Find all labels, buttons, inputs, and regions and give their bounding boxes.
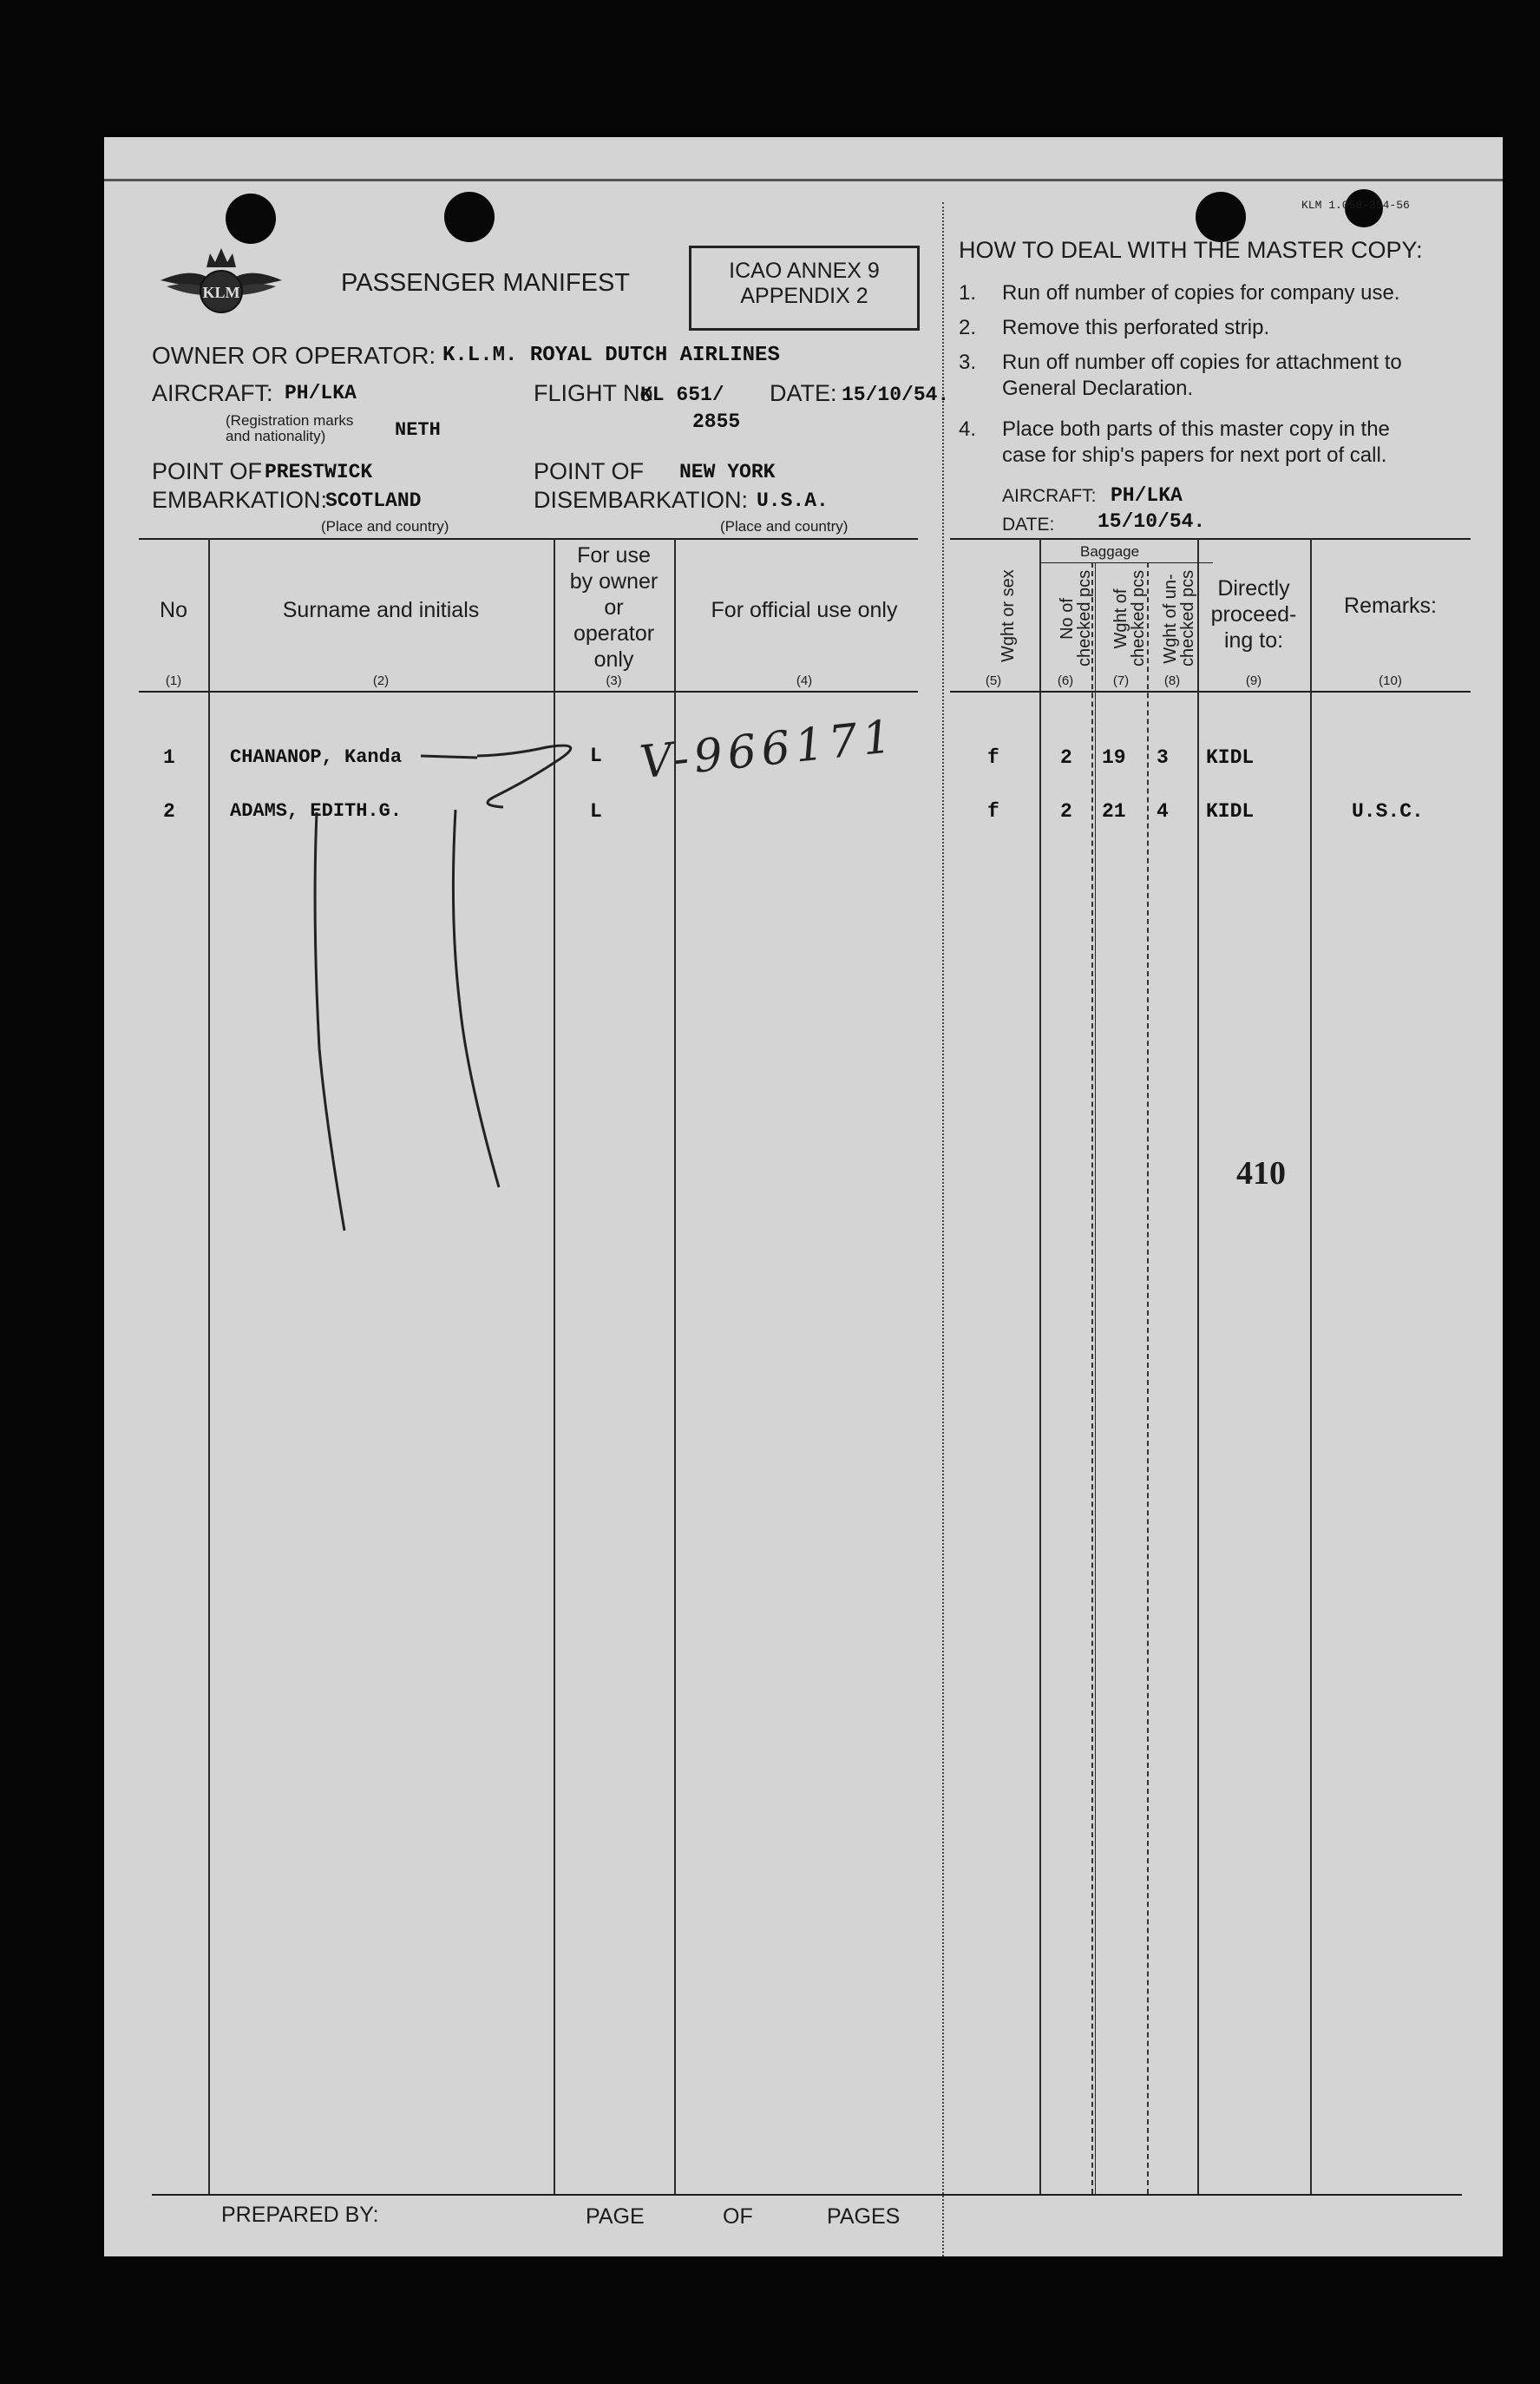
footer-pages: PAGES — [827, 2204, 901, 2229]
instruction-1-num: 1. — [959, 281, 977, 305]
instruction-2-num: 2. — [959, 316, 977, 339]
col-number-4: (4) — [796, 673, 813, 688]
col-header-proceeding-2: proceed- — [1210, 602, 1297, 627]
disembark-value-2: U.S.A. — [757, 489, 829, 512]
copy-date-label: DATE: — [1002, 515, 1055, 535]
col-header-no: No — [160, 598, 187, 622]
instruction-2-text: Remove this perforated strip. — [1002, 316, 1270, 339]
col-header-weight-unchecked-2: checked pcs — [1178, 569, 1197, 667]
col-number-5: (5) — [985, 673, 1002, 688]
embark-label-1: POINT OF — [152, 458, 263, 484]
row-2-unchecked: 4 — [1157, 800, 1169, 823]
instruction-1-text: Run off number of copies for company use. — [1002, 281, 1400, 305]
col-header-surname: Surname and initials — [282, 598, 480, 622]
col-header-owner-use-4: operator — [573, 621, 655, 646]
col-header-owner-use-2: by owner — [569, 569, 659, 594]
row-2-owner-use: L — [590, 800, 602, 823]
col-header-owner-use-3: or — [604, 595, 624, 620]
row-1-no: 1 — [163, 746, 175, 769]
col-header-checked-pcs-2: checked pcs — [1075, 569, 1094, 667]
copy-date-value: 15/10/54. — [1098, 510, 1206, 533]
flight-no-value: KL 651/ — [640, 384, 724, 406]
instructions-title: HOW TO DEAL WITH THE MASTER COPY: — [959, 237, 1423, 263]
col-header-weight-checked-1: Wght of — [1111, 588, 1130, 649]
footer-page: PAGE — [586, 2204, 645, 2229]
row-1-owner-use: L — [590, 745, 602, 767]
handwritten-check-marks — [104, 137, 1503, 1439]
col-header-proceeding-1: Directly — [1217, 576, 1290, 601]
row-2-no: 2 — [163, 800, 175, 823]
col-header-checked-pcs-1: No of — [1058, 598, 1077, 640]
stamp-number: 410 — [1236, 1155, 1286, 1192]
icao-appendix: APPENDIX 2 — [740, 284, 868, 308]
instruction-4-text-1: Place both parts of this master copy in the — [1002, 417, 1390, 441]
registration-note-1: (Registration marks — [226, 412, 354, 429]
row-1-sex: f — [987, 746, 999, 769]
row-2-name: ADAMS, EDITH.G. — [230, 800, 403, 822]
row-1-pcs: 2 — [1060, 746, 1072, 769]
col-number-9: (9) — [1245, 673, 1262, 688]
col-header-baggage: Baggage — [1080, 543, 1140, 560]
embark-place-note: (Place and country) — [321, 518, 449, 535]
nationality-value: NETH — [395, 419, 441, 441]
col-header-weight-unchecked-1: Wght of un- — [1161, 574, 1180, 664]
col-header-weight-sex: Wght or sex — [999, 569, 1018, 662]
row-1-wght: 19 — [1102, 746, 1126, 769]
col-number-2: (2) — [372, 673, 390, 688]
date-value: 15/10/54. — [842, 384, 950, 406]
embark-value-2: SCOTLAND — [325, 489, 422, 512]
col-number-8: (8) — [1163, 673, 1181, 688]
copy-aircraft-label: AIRCRAFT: — [1002, 486, 1097, 506]
date-label: DATE: — [770, 380, 837, 406]
owner-value: K.L.M. ROYAL DUTCH AIRLINES — [442, 344, 780, 367]
disembark-label-1: POINT OF — [534, 458, 645, 484]
aircraft-label: AIRCRAFT: — [152, 380, 273, 406]
row-2-sex: f — [987, 800, 999, 823]
embark-value-1: PRESTWICK — [265, 461, 373, 483]
row-1-unchecked: 3 — [1157, 746, 1169, 769]
flight-no-sub: 2855 — [692, 410, 741, 433]
col-number-1: (1) — [165, 673, 182, 688]
col-header-proceeding-3: ing to: — [1223, 628, 1284, 653]
manifest-page — [104, 137, 1503, 2256]
row-2-wght: 21 — [1102, 800, 1126, 823]
form-code: KLM 1.050-354-56 — [1301, 199, 1410, 212]
svg-text:KLM: KLM — [202, 284, 240, 301]
aircraft-value: PH/LKA — [285, 382, 357, 404]
col-number-3: (3) — [606, 673, 622, 688]
col-number-10: (10) — [1379, 673, 1402, 688]
copy-aircraft-value: PH/LKA — [1111, 484, 1183, 507]
col-header-owner-use-1: For use — [577, 543, 651, 568]
footer-of: OF — [723, 2204, 753, 2229]
disembark-value-1: NEW YORK — [679, 461, 776, 483]
instruction-4-num: 4. — [959, 417, 977, 441]
instruction-3-text-1: Run off number off copies for attachment to — [1002, 351, 1402, 374]
row-2-remarks: U.S.C. — [1352, 800, 1424, 823]
disembark-place-note: (Place and country) — [720, 518, 849, 535]
embark-label-2: EMBARKATION: — [152, 487, 328, 513]
row-2-pcs: 2 — [1060, 800, 1072, 823]
icao-annex: ICAO ANNEX 9 — [729, 259, 880, 283]
registration-note-2: and nationality) — [226, 428, 326, 444]
prepared-by: PREPARED BY: — [221, 2203, 379, 2227]
table-bottom-line — [152, 2194, 1462, 2196]
disembark-label-2: DISEMBARKATION: — [534, 487, 749, 513]
col-number-6: (6) — [1057, 673, 1074, 688]
instruction-3-num: 3. — [959, 351, 977, 374]
col-header-remarks: Remarks: — [1344, 594, 1437, 618]
col-header-owner-use-5: only — [593, 647, 634, 672]
row-1-dest: KIDL — [1206, 746, 1255, 769]
row-2-dest: KIDL — [1206, 800, 1255, 823]
row-1-official-handwritten: V-966171 — [637, 710, 900, 790]
col-number-7: (7) — [1112, 673, 1130, 688]
col-header-weight-checked-2: checked pcs — [1129, 569, 1148, 667]
row-1-name: CHANANOP, Kanda — [230, 746, 403, 768]
col-header-official: For official use only — [711, 598, 898, 622]
flight-no-label: FLIGHT No — [534, 380, 653, 406]
owner-label: OWNER OR OPERATOR: — [152, 342, 436, 369]
form-title: PASSENGER MANIFEST — [341, 269, 631, 297]
instruction-4-text-2: case for ship's papers for next port of call. — [1002, 443, 1387, 467]
instruction-3-text-2: General Declaration. — [1002, 377, 1194, 400]
